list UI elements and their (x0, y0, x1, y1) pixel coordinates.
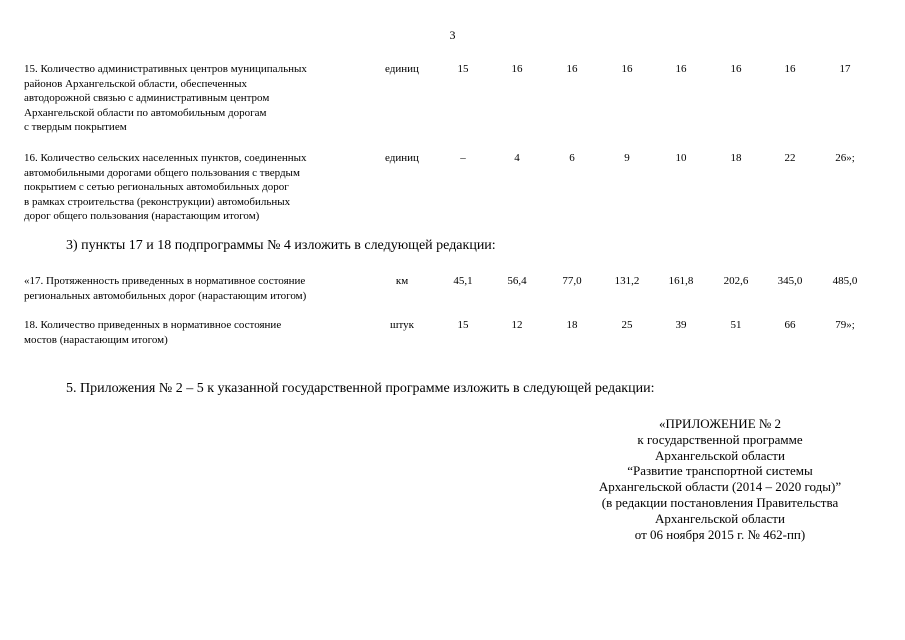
value-cell: 345,0 (777, 275, 803, 287)
value-cell: 15 (457, 319, 469, 331)
page-number: 3 (449, 28, 456, 42)
value-cell: 18 (730, 152, 742, 164)
description-line: Архангельской области по автомобильным дорогам (24, 106, 267, 119)
value-cell: 12 (511, 319, 523, 331)
value-cell: 15 (457, 63, 469, 75)
value-cell: 66 (784, 319, 796, 331)
appendix-line: к государственной программе (637, 431, 803, 447)
value-cell: 10 (675, 152, 687, 164)
value-cell: 26»; (835, 152, 855, 164)
value-cell: 131,2 (614, 275, 640, 287)
value-cell: 161,8 (668, 275, 694, 287)
row-description (24, 151, 369, 224)
appendix-line: Архангельской области (655, 510, 785, 526)
appendix-line: Архангельской области (655, 447, 785, 463)
value-cell: 18 (566, 319, 578, 331)
value-cell: 202,6 (723, 275, 749, 287)
appendix-line: Архангельской области (2014 – 2020 годы)” (598, 479, 842, 495)
value-cell: 16 (730, 63, 742, 75)
value-cell: 16 (784, 63, 796, 75)
appendix-line: “Развитие транспортной системы (627, 463, 813, 479)
appendix-line: (в редакции постановления Правительства (601, 494, 839, 510)
item-3-paragraph: 3) пункты 17 и 18 подпрограммы № 4 изложить в следующей редакции: (66, 238, 496, 253)
description-line: покрытием с сетью региональных автомобильных дорог (24, 181, 289, 194)
description-line: мостов (нарастающим итогом) (24, 333, 168, 346)
value-cell: 77,0 (562, 275, 582, 287)
value-cell: 16 (621, 63, 633, 75)
description-line: с твердым покрытием (24, 121, 127, 134)
unit-cell: единиц (385, 63, 419, 75)
unit-cell: единиц (385, 152, 419, 164)
value-cell: – (460, 152, 466, 164)
value-cell: 16 (675, 63, 687, 75)
value-cell: 9 (624, 152, 630, 164)
description-line: в рамках строительства (реконструкции) автомобильных (24, 195, 291, 208)
value-cell: 39 (675, 319, 687, 331)
value-cell: 56,4 (507, 275, 527, 287)
description-line: 16. Количество сельских населенных пунктов, соединенных (24, 152, 307, 164)
row-description (24, 274, 369, 303)
description-line: автодорожной связью с административным центром (24, 92, 270, 105)
value-cell: 25 (621, 319, 633, 331)
description-line: 15. Количество административных центров муниципальных (24, 63, 307, 75)
value-cell: 16 (511, 63, 523, 75)
value-cell: 51 (730, 319, 742, 331)
description-line: 18. Количество приведенных в нормативное состояние (24, 319, 282, 331)
unit-cell: штук (390, 319, 414, 331)
appendix-line: «ПРИЛОЖЕНИЕ № 2 (658, 416, 782, 431)
row-description (24, 62, 369, 135)
item-5-paragraph: 5. Приложения № 2 – 5 к указанной государственной программе изложить в следующей редакции: (66, 381, 655, 396)
description-line: автомобильными дорогами общего пользования с твердым (24, 166, 300, 179)
value-cell: 79»; (835, 319, 855, 331)
description-line: региональных автомобильных дорог (нарастающим итогом) (24, 289, 307, 302)
value-cell: 6 (569, 152, 575, 164)
value-cell: 485,0 (832, 275, 858, 287)
value-cell: 16 (566, 63, 578, 75)
description-line: «17. Протяженность приведенных в нормативное состояние (24, 275, 306, 287)
appendix-line: от 06 ноября 2015 г. № 462-пп) (634, 526, 806, 542)
row-description (24, 318, 369, 347)
appendix-header (570, 416, 870, 542)
description-line: дорог общего пользования (нарастающим итогом) (24, 210, 260, 223)
value-cell: 4 (514, 152, 520, 164)
value-cell: 45,1 (453, 275, 473, 287)
description-line: районов Архангельской области, обеспеченных (24, 77, 248, 90)
value-cell: 22 (784, 152, 796, 164)
unit-cell: км (395, 275, 409, 287)
value-cell: 17 (839, 63, 851, 75)
